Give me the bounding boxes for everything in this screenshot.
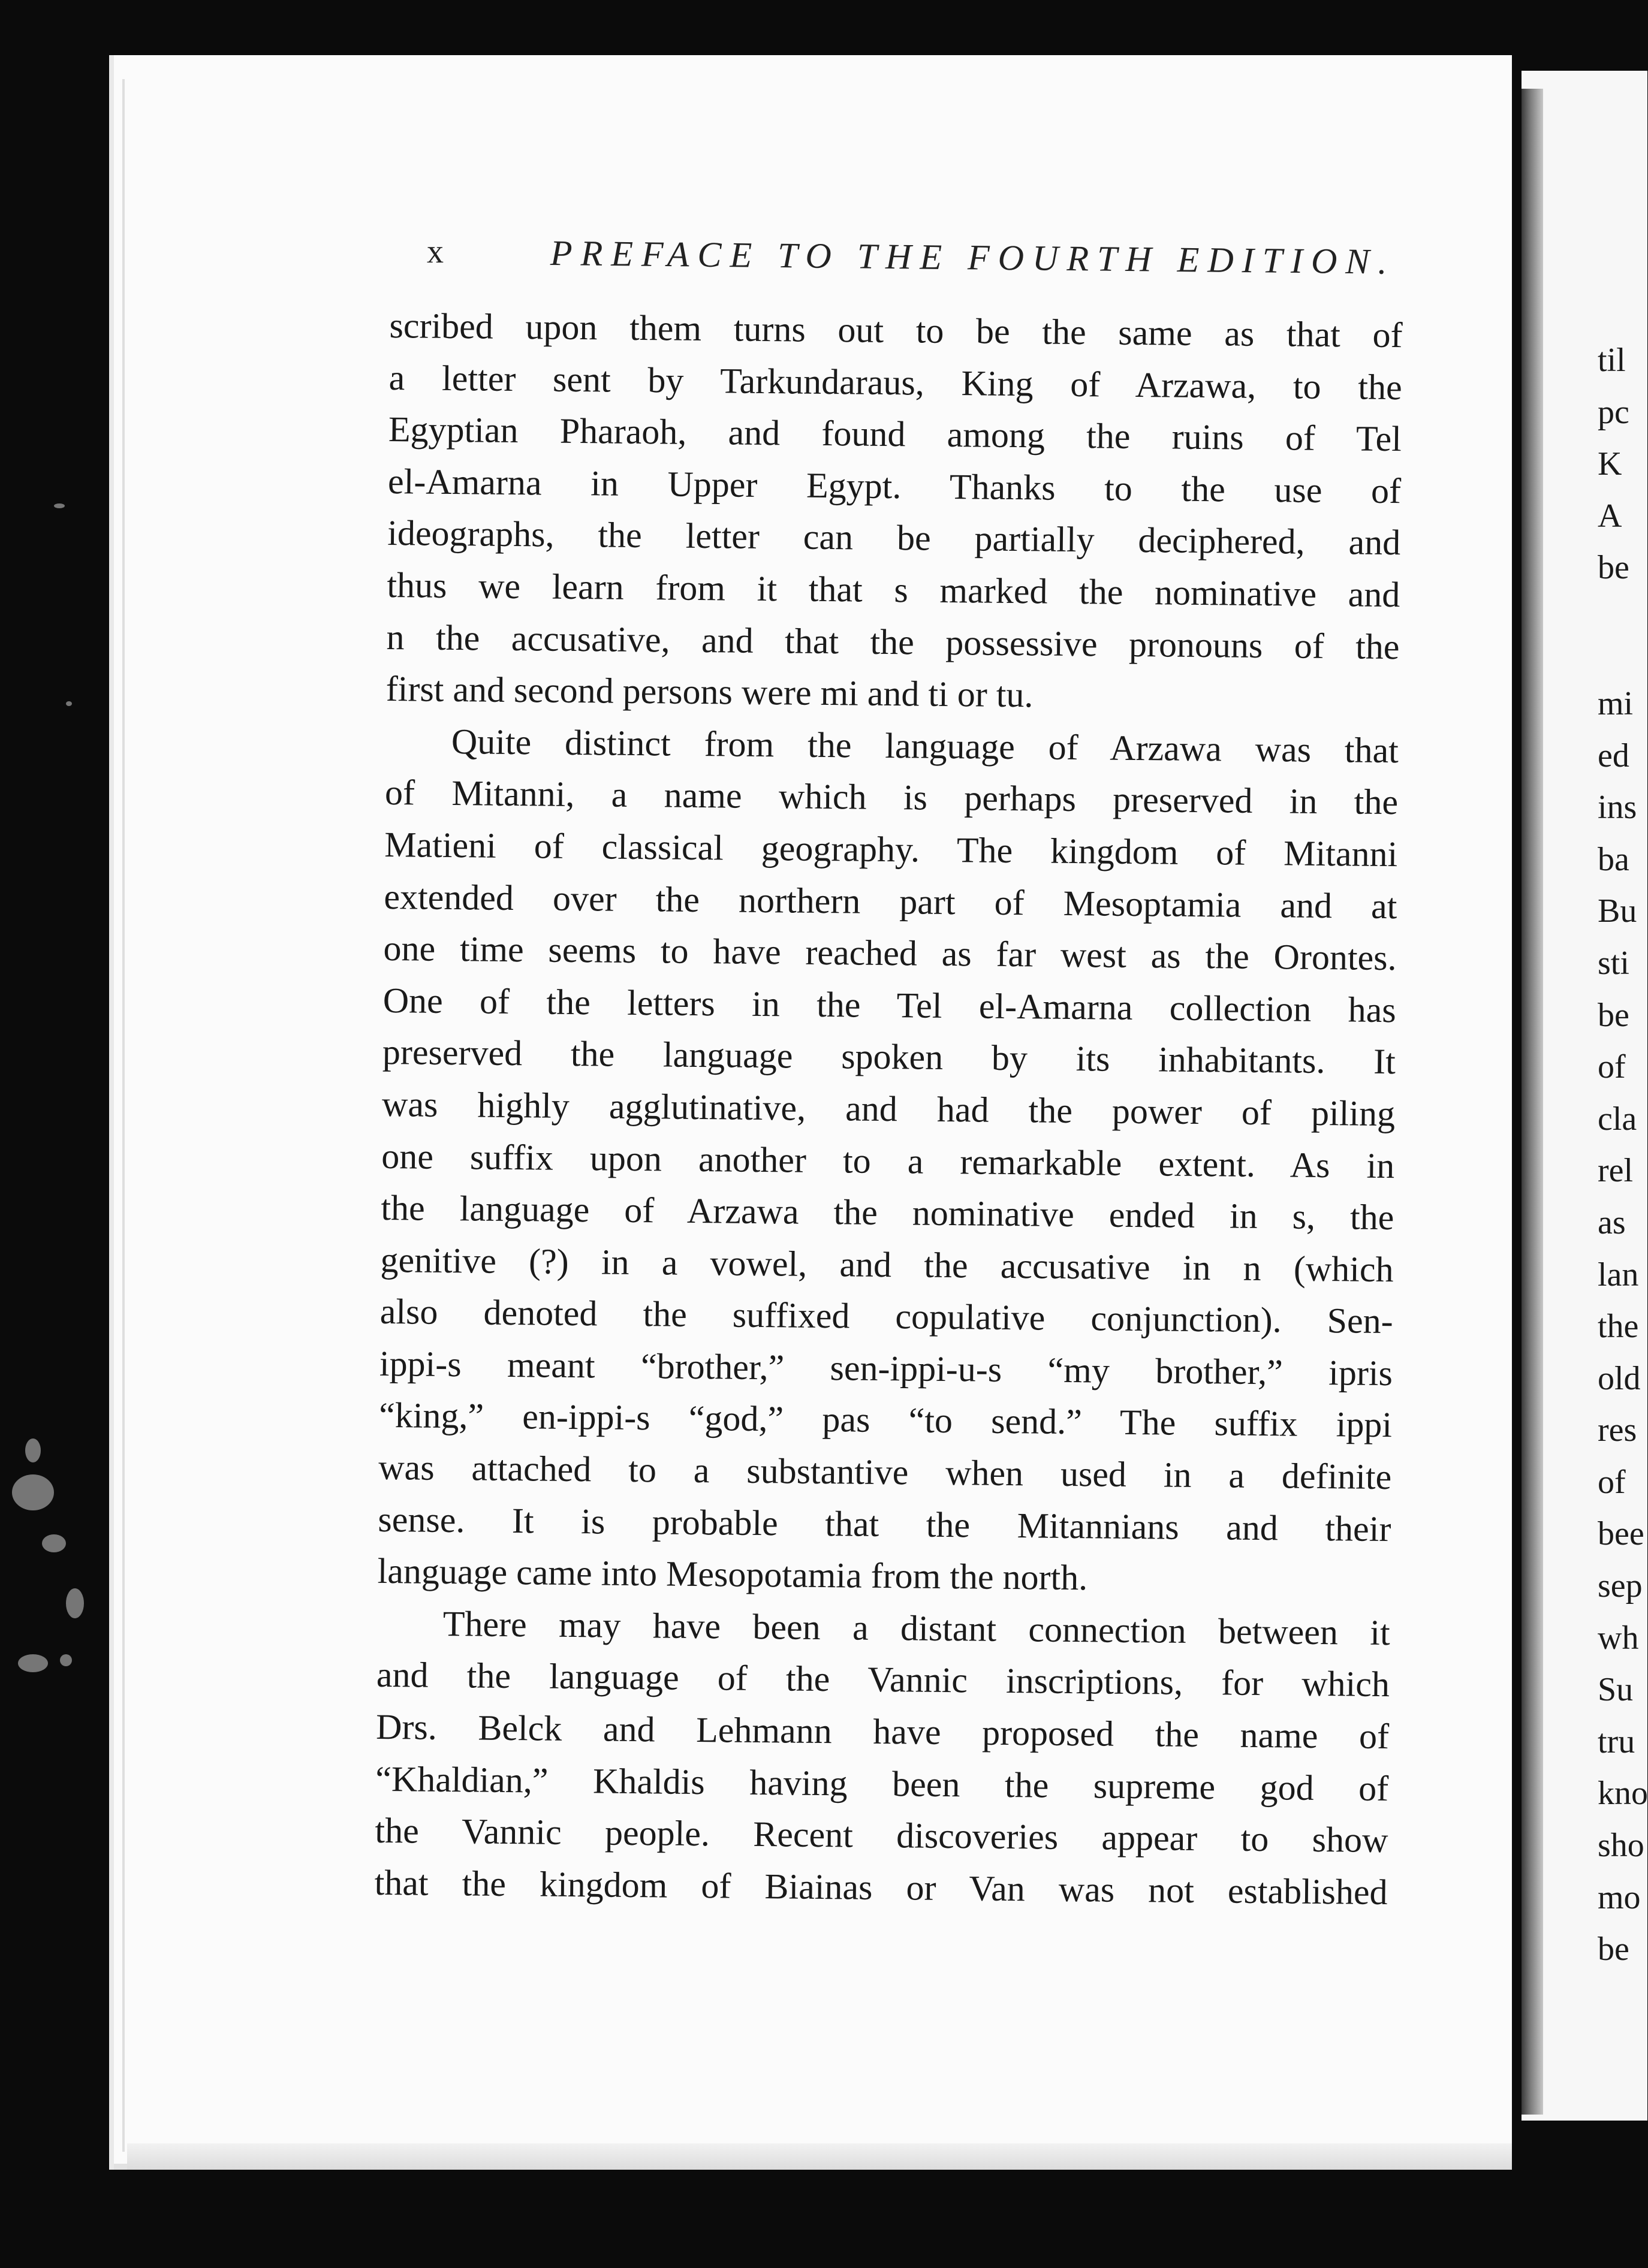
- right-text-fragment: lan: [1598, 1256, 1639, 1293]
- scan-speck: [42, 1534, 66, 1552]
- right-text-fragment: cla: [1598, 1100, 1637, 1138]
- text-line: also denoted the suffixed copulative conjunction). Sen-: [379, 1292, 1394, 1341]
- text-line: Drs. Belck and Lehmann have proposed the name of: [375, 1706, 1390, 1757]
- right-text-fragment: res: [1598, 1412, 1637, 1449]
- body-text: [374, 300, 1403, 1919]
- scan-speck: [60, 1654, 72, 1666]
- scan-speck: [66, 1588, 84, 1618]
- text-line: One of the letters in the Tel el-Amarna collection has: [382, 980, 1397, 1030]
- scan-speck: [66, 701, 72, 706]
- page-number: x: [427, 233, 444, 270]
- right-text-fragment: sep: [1598, 1567, 1643, 1605]
- text-line: scribed upon them turns out to be the same as that of: [389, 305, 1403, 355]
- text-line: was highly agglutinative, and had the power of piling: [381, 1084, 1396, 1134]
- text-line: “Khaldian,” Khaldis having been the supreme god of: [375, 1759, 1389, 1808]
- right-text-fragment: the: [1598, 1308, 1639, 1346]
- text-line: Quite distinct from the language of Arzawa was that: [451, 721, 1399, 770]
- right-text-fragment: til: [1598, 342, 1626, 379]
- text-line: of Mitanni, a name which is perhaps preserved in the: [384, 773, 1399, 822]
- text-line: one time seems to have reached as far west as the Orontes.: [383, 928, 1397, 978]
- right-text-fragment: bee: [1598, 1515, 1644, 1553]
- text-line: that the kingdom of Biainas or Van was not established: [374, 1862, 1388, 1912]
- right-text-fragment: be: [1598, 549, 1629, 587]
- page-gutter-shadow: [122, 79, 125, 2152]
- right-page-text: [1598, 334, 1646, 1976]
- right-text-fragment: mo: [1598, 1878, 1641, 1916]
- text-line: the Vannic people. Recent discoveries appear to show: [375, 1811, 1388, 1860]
- text-line: Matieni of classical geography. The kingdom of Mitanni: [384, 824, 1398, 874]
- text-line: thus we learn from it that s marked the nominative and: [387, 565, 1400, 615]
- text-line: extended over the northern part of Mesoptamia and at: [384, 876, 1397, 926]
- text-line: “king,” en-ippi-s “god,” pas “to send.” The suffix ippi: [378, 1395, 1393, 1445]
- right-text-fragment: ba: [1598, 840, 1629, 878]
- right-text-fragment: K: [1598, 445, 1622, 483]
- text-line: first and second persons were mi and ti or tu.: [385, 669, 1034, 715]
- text-line: the language of Arzawa the nominative ended in s, the: [381, 1188, 1394, 1238]
- right-text-fragment: be: [1598, 996, 1629, 1034]
- text-line: one suffix upon another to a remarkable extent. As in: [381, 1136, 1395, 1186]
- right-text-fragment: Su: [1598, 1671, 1634, 1709]
- text-line: el-Amarna in Upper Egypt. Thanks to the use of: [387, 461, 1402, 511]
- right-text-fragment: ed: [1598, 737, 1629, 774]
- right-text-fragment: pc: [1598, 393, 1629, 431]
- text-line: and the language of the Vannic inscriptions, for which: [376, 1655, 1390, 1705]
- scan-speck: [18, 1654, 48, 1672]
- text-line: sense. It is probable that the Mitannians and their: [378, 1499, 1391, 1549]
- scan-speck: [25, 1438, 41, 1462]
- right-text-fragment: old: [1598, 1359, 1641, 1397]
- right-text-fragment: of: [1598, 1048, 1626, 1086]
- paragraph-gap: [1598, 594, 1646, 678]
- right-text-fragment: wh: [1598, 1619, 1639, 1657]
- text-line: language came into Mesopotamia from the north.: [377, 1551, 1088, 1598]
- right-text-fragment: rel: [1598, 1152, 1634, 1190]
- scan-speck: [12, 1474, 54, 1510]
- running-title-text: PREFACE TO THE FOURTH EDITION.: [550, 233, 1396, 282]
- right-text-fragment: of: [1598, 1463, 1626, 1501]
- right-text-fragment: sho: [1598, 1827, 1644, 1865]
- right-text-fragment: be: [1598, 1931, 1629, 1968]
- right-text-fragment: sti: [1598, 944, 1629, 982]
- page-bottom-edge: [127, 2143, 1512, 2170]
- right-text-fragment: kno: [1598, 1775, 1648, 1812]
- right-text-fragment: tru: [1598, 1723, 1635, 1760]
- scan-speck: [54, 503, 65, 508]
- right-text-fragment: as: [1598, 1204, 1626, 1241]
- text-line: preserved the language spoken by its inhabitants. It: [382, 1032, 1396, 1082]
- text-line: n the accusative, and that the possessive pronouns of the: [386, 617, 1400, 666]
- text-line: a letter sent by Tarkundaraus, King of Arzawa, to the: [388, 357, 1402, 407]
- text-line: Egyptian Pharaoh, and found among the ruins of Tel: [388, 409, 1402, 459]
- text-line: ippi-s meant “brother,” sen-ippi-u-s “my brother,” ipris: [379, 1343, 1393, 1394]
- text-line: ideographs, the letter can be partially deciphered, and: [387, 513, 1401, 563]
- text-line: was attached to a substantive when used in a definite: [378, 1447, 1392, 1497]
- right-text-fragment: A: [1598, 497, 1622, 535]
- right-text-fragment: ins: [1598, 789, 1637, 827]
- page-spine-edge: [1522, 89, 1543, 2115]
- right-text-fragment: mi: [1598, 684, 1634, 722]
- text-line: genitive (?) in a vowel, and the accusative in n (which: [380, 1239, 1394, 1289]
- text-line: There may have been a distant connection between it: [442, 1603, 1391, 1652]
- right-text-fragment: Bu: [1598, 892, 1637, 930]
